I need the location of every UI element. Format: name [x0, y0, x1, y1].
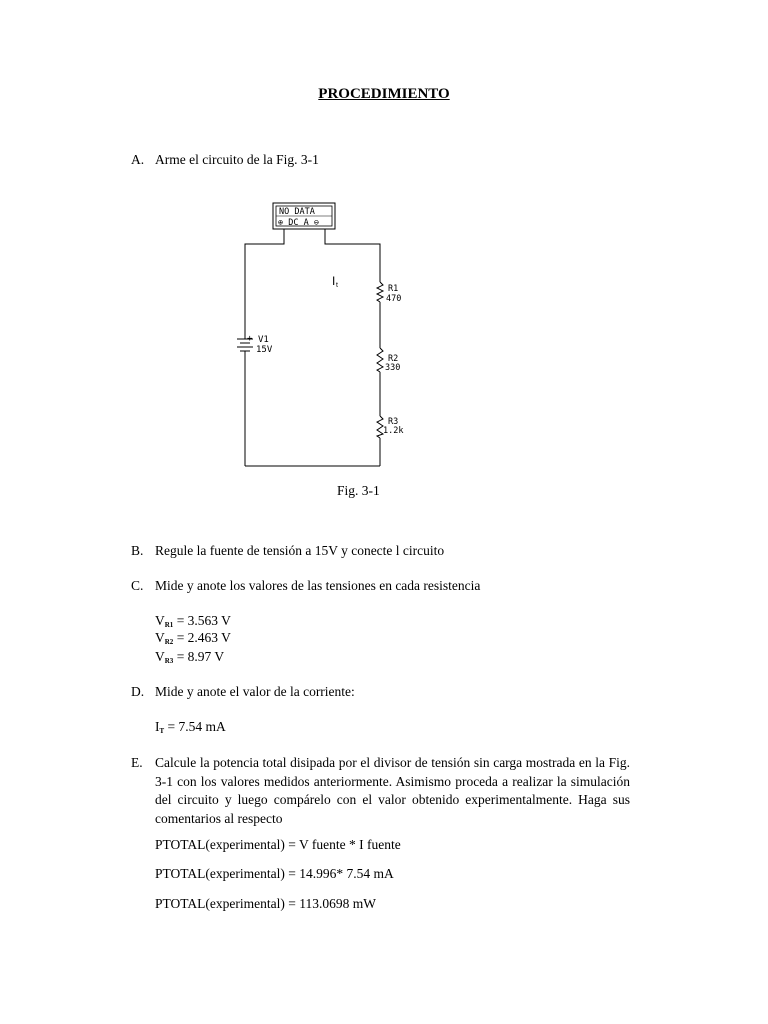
current-label: I	[332, 274, 336, 288]
section-c-text: Mide y anote los valores de las tensiones en cada resistencia	[155, 578, 481, 593]
r1-value: 470	[386, 294, 402, 304]
voltage-r1: $V_{R1} = 3.563$ V	[155, 613, 231, 629]
power-line-1: PTOTAL(experimental) = V fuente * I fuente	[155, 837, 401, 852]
r2-value: 330	[385, 363, 401, 373]
resistor-r2	[377, 348, 383, 372]
section-e-letter: E.	[131, 755, 143, 770]
page-title: PROCEDIMIENTO	[318, 86, 450, 102]
current-subscript: t	[336, 282, 338, 289]
section-d-letter: D.	[131, 684, 145, 699]
figure-caption: Fig. 3-1	[337, 483, 380, 498]
section-d-text: Mide y anote el valor de la corriente:	[155, 684, 355, 699]
ammeter-terminals: ⊕ DC A ⊖	[278, 218, 319, 228]
power-line-2: PTOTAL(experimental) = 14.996* 7.54 mA	[155, 866, 394, 881]
section-b-letter: B.	[131, 543, 144, 558]
ammeter-display: NO DATA	[279, 207, 315, 217]
section-e-text: Calcule la potencia total disipada por el divisor de tensión sin carga mostrada en la Fig. 3-1 con los valores medidos anteriormente. Asimismo proceda a realizar la simulación del circuito y luego compárelo con el valor obtenido experimentalmente. Haga sus comentarios al respecto	[155, 755, 630, 826]
r1-name: R1	[388, 284, 399, 294]
circuit-diagram	[230, 198, 430, 498]
power-line-3: PTOTAL(experimental) = 113.0698 mW	[155, 896, 376, 911]
source-value: 15V	[256, 345, 273, 355]
r3-value: 1.2k	[383, 426, 404, 436]
source-name: V1	[258, 335, 269, 345]
section-a-text: Arme el circuito de la Fig. 3-1	[155, 152, 319, 167]
source-plus: +	[247, 334, 253, 344]
section-a-letter: A.	[131, 152, 145, 167]
r2-name: R2	[388, 354, 399, 364]
current-value: $I_T = 7.54$ mA	[155, 719, 226, 735]
r3-name: R3	[388, 417, 399, 427]
resistor-r1	[377, 282, 383, 302]
ammeter	[273, 203, 335, 229]
voltage-r2: $V_{R2} = 2.463$ V	[155, 630, 231, 646]
section-b-text: Regule la fuente de tensión a 15V y conecte l circuito	[155, 543, 445, 558]
voltage-r3: $V_{R3} = 8.97$ V	[155, 649, 225, 665]
section-c-letter: C.	[131, 578, 144, 593]
